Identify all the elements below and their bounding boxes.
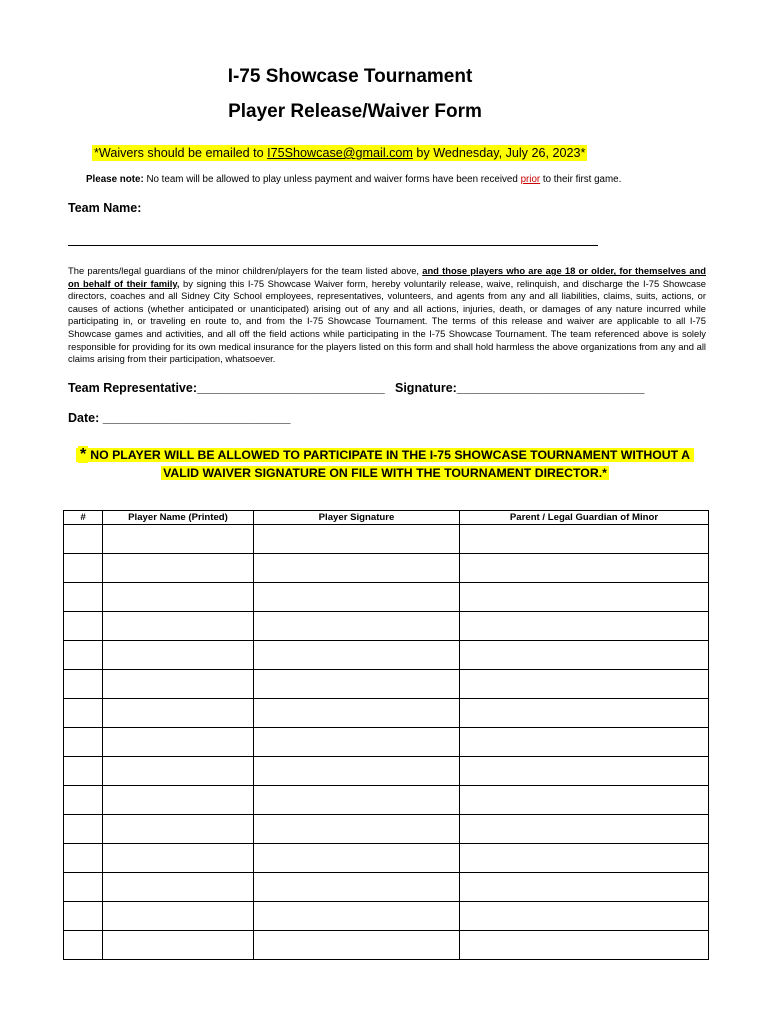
please-note bbox=[86, 174, 621, 185]
cell-guardian[interactable] bbox=[460, 670, 709, 699]
cell-player-signature[interactable] bbox=[254, 873, 460, 902]
cell-player-signature[interactable] bbox=[254, 728, 460, 757]
table-header-row bbox=[64, 511, 709, 525]
cell-player-name[interactable] bbox=[103, 554, 254, 583]
cell-player-signature[interactable] bbox=[254, 757, 460, 786]
cell-player-signature[interactable] bbox=[254, 815, 460, 844]
cell-guardian[interactable] bbox=[460, 902, 709, 931]
cell-player-name[interactable] bbox=[103, 699, 254, 728]
cell-player-signature[interactable] bbox=[254, 612, 460, 641]
warning-line1-text: NO PLAYER WILL BE ALLOWED TO PARTICIPATE IN THE I-75 SHOWCASE TOURNAMENT WITHOUT A bbox=[90, 448, 691, 462]
date-field[interactable]: Date: ___________________________ bbox=[68, 411, 291, 425]
cell-guardian[interactable] bbox=[460, 844, 709, 873]
cell-number[interactable] bbox=[64, 554, 103, 583]
table-row bbox=[64, 815, 709, 844]
notice-prefix: *Waivers should be emailed to bbox=[94, 146, 268, 160]
team-name-label: Team Name: bbox=[68, 201, 142, 215]
cell-guardian[interactable] bbox=[460, 931, 709, 960]
signature-field[interactable]: Signature:___________________________ bbox=[395, 381, 645, 395]
cell-player-signature[interactable] bbox=[254, 583, 460, 612]
notice-email-link[interactable]: I75Showcase@gmail.com bbox=[267, 146, 413, 160]
cell-number[interactable] bbox=[64, 931, 103, 960]
roster-body bbox=[64, 525, 709, 960]
warning-line2: VALID WAIVER SIGNATURE ON FILE WITH THE TOURNAMENT DIRECTOR.* bbox=[163, 466, 607, 480]
cell-player-name[interactable] bbox=[103, 728, 254, 757]
player-roster-table bbox=[63, 510, 709, 960]
cell-player-name[interactable] bbox=[103, 844, 254, 873]
col-header-number: # bbox=[64, 511, 103, 525]
cell-number[interactable] bbox=[64, 583, 103, 612]
col-header-player-name: Player Name (Printed) bbox=[103, 511, 254, 525]
cell-player-name[interactable] bbox=[103, 786, 254, 815]
cell-guardian[interactable] bbox=[460, 728, 709, 757]
para-part1: The parents/legal guardians of the minor children/players for the team listed above, bbox=[68, 265, 423, 276]
cell-number[interactable] bbox=[64, 815, 103, 844]
cell-guardian[interactable] bbox=[460, 757, 709, 786]
note-prior: prior bbox=[520, 174, 541, 185]
cell-player-name[interactable] bbox=[103, 757, 254, 786]
col-header-guardian: Parent / Legal Guardian of Minor bbox=[460, 511, 709, 525]
cell-player-name[interactable] bbox=[103, 583, 254, 612]
email-notice bbox=[92, 145, 587, 161]
form-title: I-75 Showcase Tournament bbox=[227, 66, 473, 87]
participation-warning bbox=[70, 446, 700, 482]
cell-number[interactable] bbox=[64, 641, 103, 670]
table-row bbox=[64, 554, 709, 583]
table-row bbox=[64, 757, 709, 786]
para-bold: and those players who are age 18 or older, for themselves and on behalf of their family, bbox=[68, 265, 706, 289]
table-row bbox=[64, 902, 709, 931]
note-text-after: to their first game. bbox=[540, 174, 622, 185]
para-part2: by signing this I-75 Showcase Waiver form, hereby voluntarily release, waive, relinquish, and discharge the I-75 Showcase directors, coaches and all Sidney City School employees, representatives, volunteers, and agents from any and all liabilities, claims, suits, actions, or causes of actions (whether anticipated or unanticipated) arising out of any and all actions, injuries, death, or damages of any nature incurred while participating in, or traveling en route to, and from the I-75 Showcase Tournament. The terms of this release and waiver are applicable to all I-75 Showcase games and activities, and all off the field actions while participating in the I-75 Showcase Tournament. The team referenced above is solely responsible for providing for its own medical insurance for the players listed on this form and shall hold harmless the above organizations from any and all claims arising from their participation, whatsoever. bbox=[68, 277, 706, 365]
col-header-player-signature: Player Signature bbox=[254, 511, 460, 525]
cell-guardian[interactable] bbox=[460, 641, 709, 670]
release-paragraph bbox=[68, 265, 706, 366]
table-row bbox=[64, 583, 709, 612]
cell-player-name[interactable] bbox=[103, 931, 254, 960]
table-row bbox=[64, 931, 709, 960]
cell-player-name[interactable] bbox=[103, 641, 254, 670]
table-row bbox=[64, 699, 709, 728]
cell-number[interactable] bbox=[64, 757, 103, 786]
cell-player-signature[interactable] bbox=[254, 641, 460, 670]
cell-number[interactable] bbox=[64, 670, 103, 699]
cell-player-signature[interactable] bbox=[254, 554, 460, 583]
cell-player-name[interactable] bbox=[103, 902, 254, 931]
cell-guardian[interactable] bbox=[460, 525, 709, 554]
cell-player-name[interactable] bbox=[103, 670, 254, 699]
cell-number[interactable] bbox=[64, 873, 103, 902]
cell-number[interactable] bbox=[64, 844, 103, 873]
cell-guardian[interactable] bbox=[460, 873, 709, 902]
cell-guardian[interactable] bbox=[460, 583, 709, 612]
notice-suffix: by Wednesday, July 26, 2023* bbox=[412, 146, 586, 160]
warning-line1 bbox=[76, 448, 694, 462]
cell-player-signature[interactable] bbox=[254, 699, 460, 728]
cell-player-name[interactable] bbox=[103, 525, 254, 554]
team-representative-field[interactable]: Team Representative:___________________________ bbox=[68, 381, 385, 395]
table-row bbox=[64, 728, 709, 757]
cell-player-signature[interactable] bbox=[254, 786, 460, 815]
cell-player-signature[interactable] bbox=[254, 670, 460, 699]
cell-player-signature[interactable] bbox=[254, 844, 460, 873]
cell-number[interactable] bbox=[64, 728, 103, 757]
cell-guardian[interactable] bbox=[460, 699, 709, 728]
cell-number[interactable] bbox=[64, 699, 103, 728]
cell-number[interactable] bbox=[64, 525, 103, 554]
cell-player-signature[interactable] bbox=[254, 525, 460, 554]
table-row bbox=[64, 612, 709, 641]
cell-guardian[interactable] bbox=[460, 612, 709, 641]
cell-number[interactable] bbox=[64, 902, 103, 931]
cell-player-name[interactable] bbox=[103, 815, 254, 844]
team-name-field-line[interactable] bbox=[68, 245, 598, 246]
warning-star: * bbox=[79, 446, 87, 463]
table-row bbox=[64, 670, 709, 699]
cell-player-name[interactable] bbox=[103, 612, 254, 641]
cell-player-name[interactable] bbox=[103, 873, 254, 902]
note-text-before: No team will be allowed to play unless payment and waiver forms have been received bbox=[143, 174, 521, 185]
cell-number[interactable] bbox=[64, 786, 103, 815]
note-label: Please note: bbox=[86, 174, 144, 185]
cell-player-signature[interactable] bbox=[254, 931, 460, 960]
cell-guardian[interactable] bbox=[460, 554, 709, 583]
cell-guardian[interactable] bbox=[460, 786, 709, 815]
table-row bbox=[64, 786, 709, 815]
table-row bbox=[64, 873, 709, 902]
table-row bbox=[64, 844, 709, 873]
cell-number[interactable] bbox=[64, 612, 103, 641]
table-row bbox=[64, 525, 709, 554]
cell-guardian[interactable] bbox=[460, 815, 709, 844]
form-subtitle: Player Release/Waiver Form bbox=[228, 101, 482, 122]
cell-player-signature[interactable] bbox=[254, 902, 460, 931]
table-row bbox=[64, 641, 709, 670]
